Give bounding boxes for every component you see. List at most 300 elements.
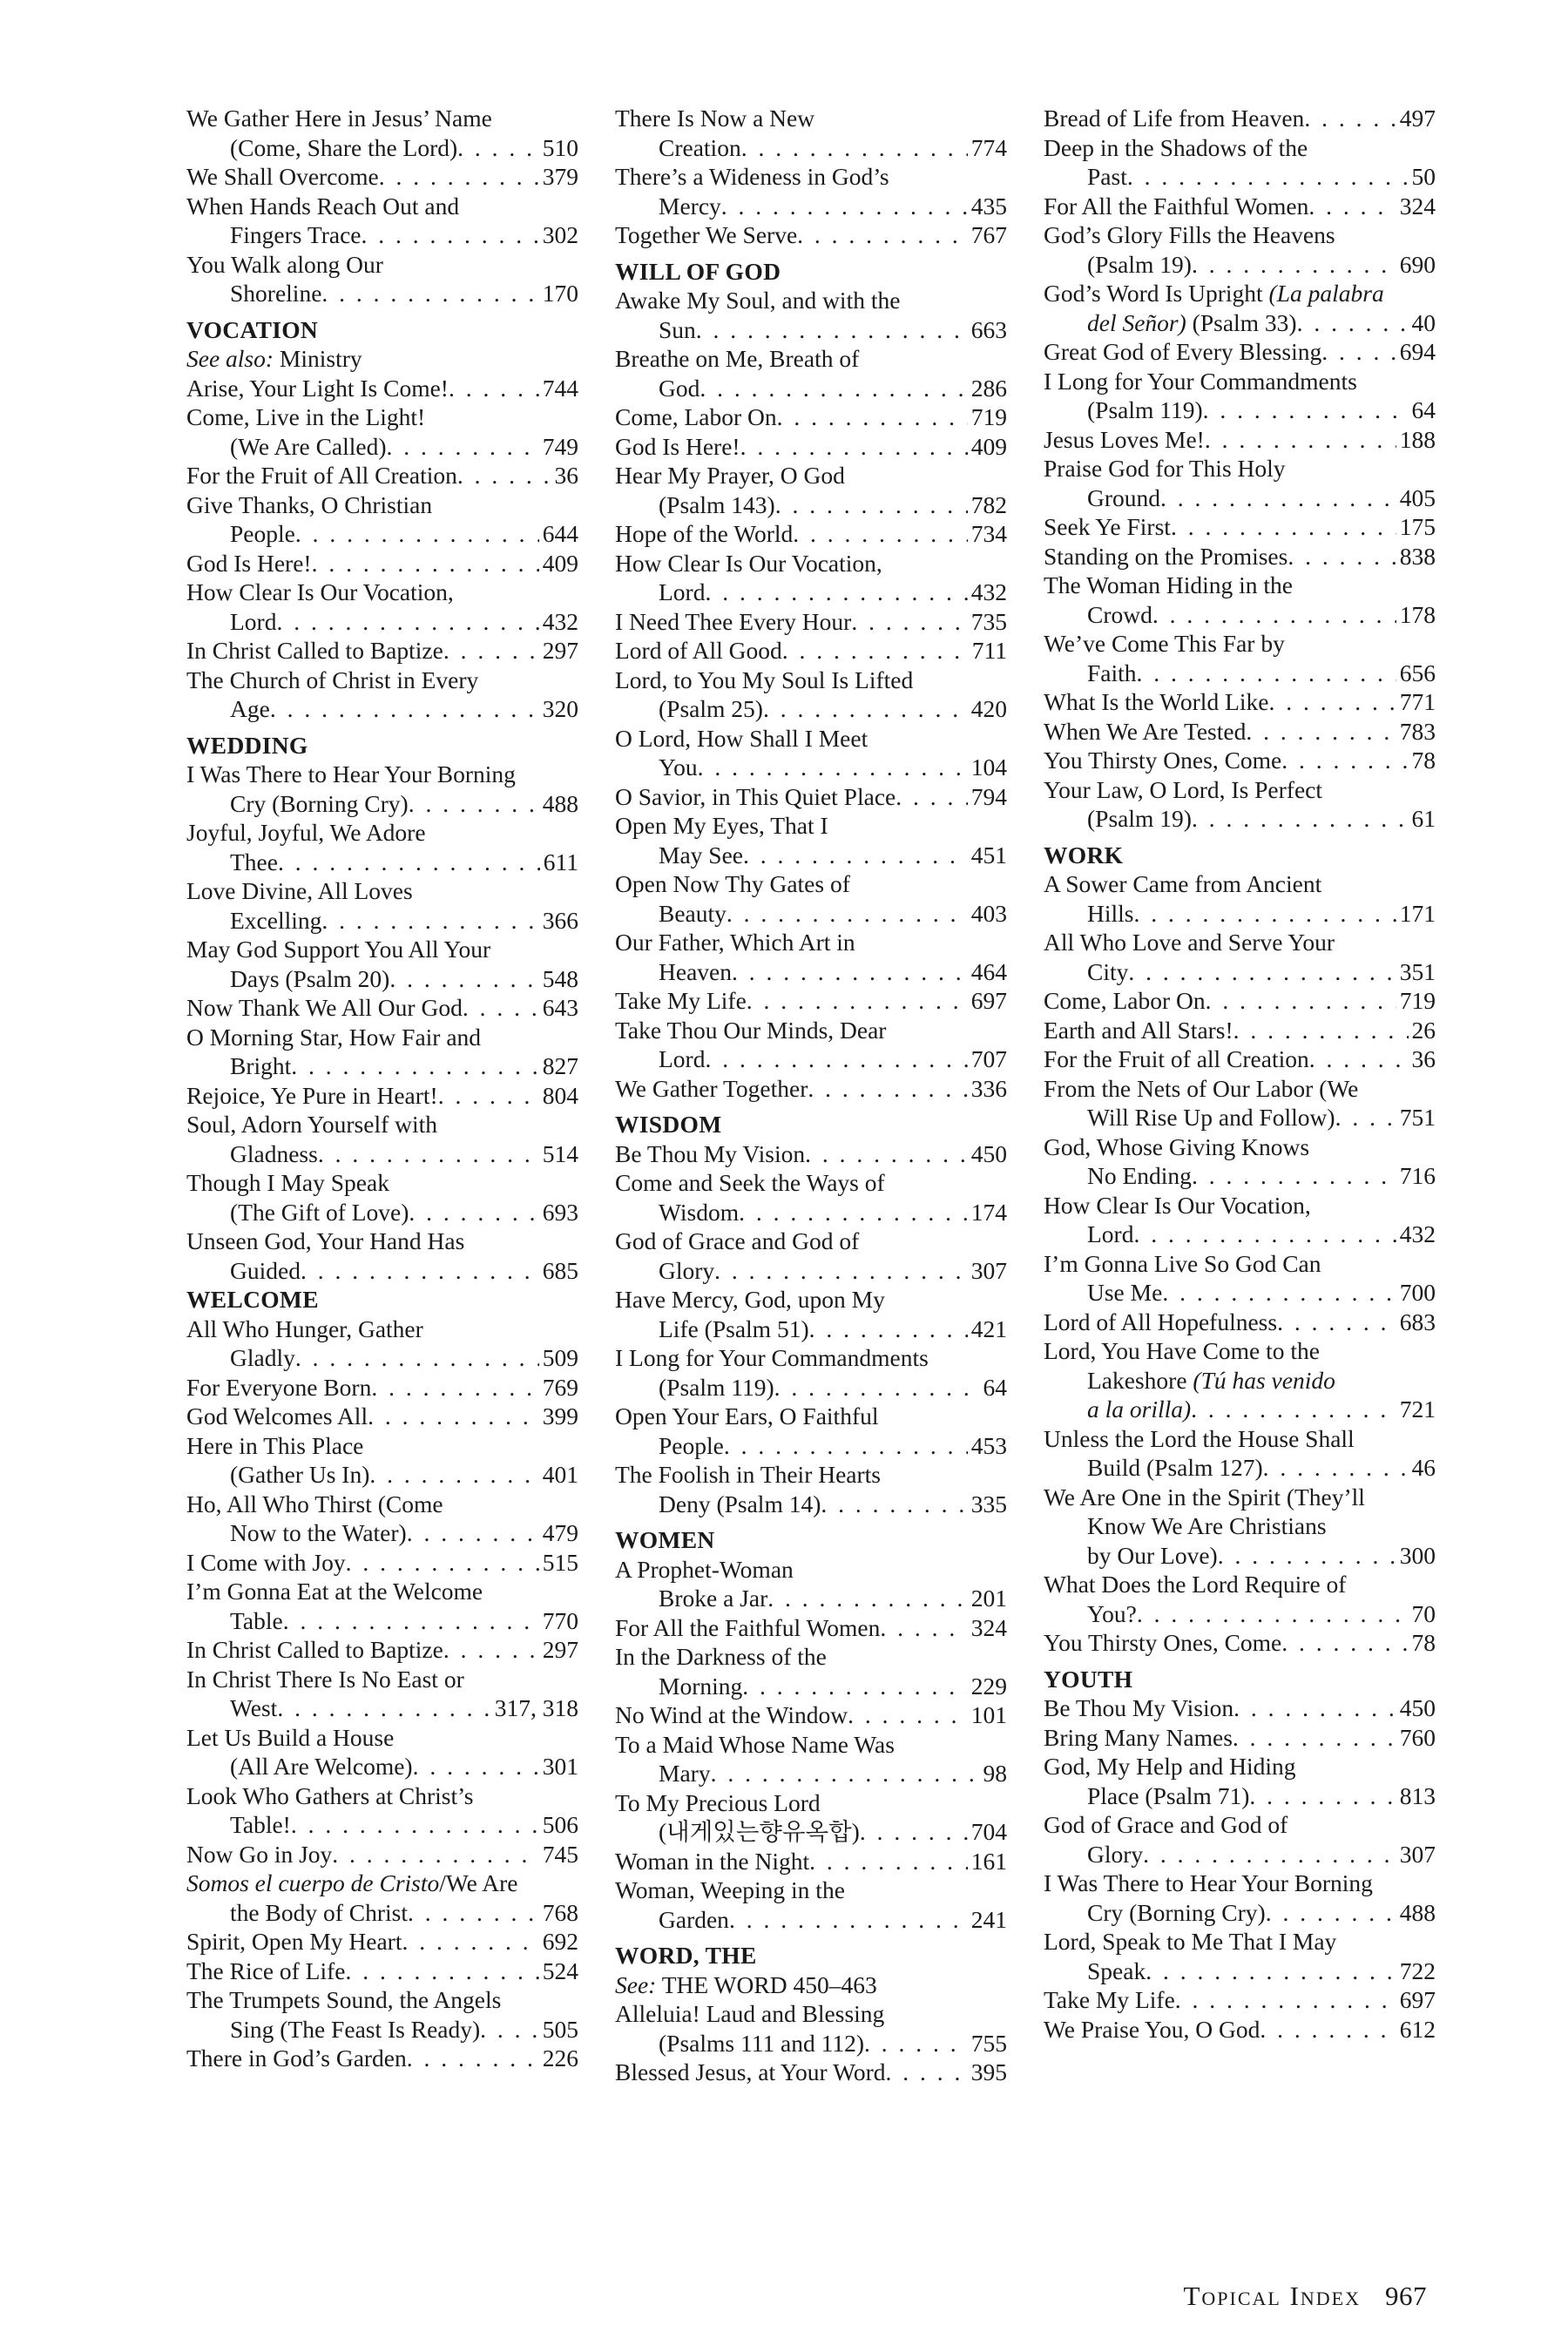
entry-title-line: The Rice of Life [186,1957,346,1984]
page-number-ref: 755 [970,2029,1007,2057]
entry-line-with-page [615,490,1007,520]
index-entry [615,402,1007,432]
entry-line-with-page [186,1051,578,1081]
entry-title-text: Take Thou Our Minds, Dear [615,1016,887,1044]
dot-leader [321,279,538,308]
index-entry [186,876,578,935]
entry-line-with-page [615,192,1007,221]
entry-title-text: To a Maid Whose Name Was [615,1730,895,1758]
dot-leader [711,1759,980,1788]
entry-line-with-page [615,899,1007,929]
entry-title-line [1044,928,1436,957]
entry-line-with-page [615,402,1007,432]
entry-title-line [186,578,578,607]
index-entry [1044,367,1436,425]
page-number-ref: 104 [970,754,1007,781]
entry-title-line: Lord [659,578,706,605]
entry-title-line [186,1023,578,1052]
entry-title-line [1044,220,1436,250]
index-entry [186,1548,578,1578]
entry-title-line: When We Are Tested [1044,717,1247,745]
page-number-ref: 548 [542,964,578,992]
index-entry [1044,1985,1436,2015]
entry-line-with-page [186,1635,578,1665]
entry-title-text: The Church of Christ in Every [186,666,479,693]
index-entry [1044,571,1436,629]
entry-title-line: Life (Psalm 51) [659,1315,809,1342]
entry-title-text: Know We Are Christians [1087,1512,1327,1539]
index-entry [186,1927,578,1957]
dot-leader [318,1139,539,1169]
dot-leader [1288,542,1396,571]
entry-line-with-page [1044,483,1436,513]
section-heading: WELCOME [186,1286,319,1313]
entry-title-line [615,162,1007,192]
entry-title-line [1044,1191,1436,1220]
entry-line-with-page [615,315,1007,345]
index-entry [1044,1483,1436,1571]
page-number-ref: 307 [970,1256,1007,1284]
entry-title-line: Rejoice, Ye Pure in Heart! [186,1081,438,1109]
section-heading: WILL OF GOD [615,257,781,285]
index-entry [615,1847,1007,1876]
entry-line-with-page [615,1672,1007,1701]
index-entry [186,1081,578,1111]
entry-line-with-page [186,964,578,994]
index-entry [1044,1132,1436,1191]
entry-title-line: (Psalm 19) [1087,805,1192,832]
entry-title-text: Breathe on Me, Breath of [615,345,860,372]
dot-leader [880,1613,967,1643]
entry-title-text: The Foolish in Their Hearts [615,1461,881,1488]
index-column-2 [615,104,1007,2087]
dot-leader [1249,1781,1396,1811]
entry-title-line: Excelling [230,906,322,934]
dot-leader [1308,192,1396,221]
entry-line-with-page [615,1905,1007,1935]
page-number-ref: 401 [542,1461,578,1488]
entry-title-line: Standing on the Promises [1044,542,1288,570]
entry-line-with-page [615,432,1007,462]
entry-title-line: Bring Many Names [1044,1723,1233,1751]
entry-title-line [1044,1810,1436,1840]
entry-title-line: City [1087,957,1129,985]
page-number-ref: 697 [1399,1986,1436,2013]
dot-leader [747,986,968,1016]
index-entry [1044,1723,1436,1753]
entry-title-line: Gladly [230,1344,295,1371]
index-entry [615,1285,1007,1343]
index-entry [1044,1074,1436,1132]
entry-title-line: People [230,520,295,547]
dot-leader [886,2058,968,2087]
section-heading: WORD, THE [615,1942,757,1969]
entry-title-line: For the Fruit of All Creation [186,462,457,489]
page-number-ref: 297 [542,637,578,664]
entry-title-text: A Sower Came from Ancient [1044,870,1322,897]
entry-line-with-page [615,636,1007,666]
page-number-ref: 435 [970,192,1007,220]
entry-line-with-page [615,1700,1007,1730]
entry-title-line: Days (Psalm 20) [230,964,390,992]
entry-line-with-page [615,133,1007,163]
entry-title-line [615,1227,1007,1256]
entry-title-line [186,876,578,906]
index-entry [615,1402,1007,1460]
dot-leader [700,374,967,403]
page-number-ref: 70 [1411,1599,1436,1627]
entry-line-with-page [1044,600,1436,630]
entry-title-text: What Does the Lord Require of [1044,1571,1347,1598]
entry-title-line: Speak [1087,1957,1146,1984]
dot-leader [696,315,968,345]
entry-line-with-page [1044,512,1436,542]
index-entry [1044,717,1436,747]
entry-title-line: Sun [659,315,696,343]
entry-title-text: Praise God for This Holy [1044,455,1286,482]
index-entry [615,1139,1007,1169]
dot-leader [1266,1898,1396,1928]
entry-title-line: You [659,754,698,781]
index-entry [186,162,578,192]
dot-leader [413,1752,539,1781]
dot-leader [1304,104,1396,133]
entry-line-with-page [1044,1453,1436,1483]
index-entry [615,344,1007,402]
entry-line-with-page [1044,425,1436,455]
index-entry [186,1635,578,1665]
entry-line-with-page [1044,1016,1436,1045]
entry-title-line: Spirit, Open My Heart [186,1928,402,1955]
index-entry [1044,1810,1436,1869]
entry-line-with-page [1044,192,1436,221]
entry-line-with-page [186,1460,578,1490]
page-number-ref: 324 [1399,192,1436,220]
index-entry [186,1315,578,1373]
index-entry [615,220,1007,250]
dot-leader [1175,1985,1396,2015]
page-number-ref: 488 [542,789,578,817]
entry-title-text: How Clear Is Our Vocation, [186,578,454,605]
entry-title-line [615,928,1007,957]
dot-leader [775,490,968,520]
page-number-ref: 719 [970,403,1007,430]
entry-title-line: God Is Here! [615,432,740,460]
see-label: See: [615,1970,657,1998]
entry-title-line [1044,1570,1436,1599]
index-entry [615,461,1007,519]
entry-title-text: In Christ There Is No East or [186,1665,464,1693]
index-entry [1044,542,1436,571]
entry-line-with-page [615,578,1007,607]
entry-title-line: God Welcomes All [186,1402,368,1429]
page-number-ref: 64 [983,1373,1007,1401]
dot-leader [283,1606,539,1636]
index-column-3 [1044,104,1436,2044]
page-number-ref: 611 [543,848,578,875]
entry-title-text: Lord, Speak to Me That I May [1044,1928,1337,1955]
entry-title-line [186,818,578,848]
page-number-ref: 506 [542,1811,578,1838]
index-entry [615,286,1007,344]
page-number-ref: 336 [970,1074,1007,1102]
page-number-ref: 827 [542,1052,578,1079]
page-number-ref: 379 [542,163,578,190]
entry-title-line [1044,1483,1436,1512]
dot-leader [346,1548,539,1578]
page-number-ref: 300 [1399,1541,1436,1569]
entry-line-with-page [615,841,1007,870]
entry-title-line: Sing (The Feast Is Ready) [230,2015,481,2043]
dot-leader [739,1198,968,1227]
dot-leader [295,1343,539,1373]
section-heading: WOMEN [615,1526,715,1553]
page-number-ref: 514 [542,1139,578,1167]
index-entry [615,724,1007,782]
entry-line-with-page [186,133,578,163]
entry-title-line [186,1110,578,1139]
entry-title-line [186,1985,578,2015]
dot-leader [1191,1395,1396,1424]
index-entry [615,928,1007,986]
entry-title-line [1044,454,1436,483]
index-entry [186,666,578,724]
index-entry [1044,1628,1436,1658]
entry-title-line: Jesus Loves Me! [1044,425,1205,453]
dot-leader [864,2029,968,2058]
entry-title-line: Past [1087,163,1127,190]
entry-title-line: People [659,1431,724,1459]
page-number-ref: 479 [542,1519,578,1546]
dot-leader [1277,1308,1396,1337]
index-entry [1044,1191,1436,1249]
page-number-ref: 36 [1411,1045,1436,1072]
dot-leader [291,1810,539,1840]
entry-title-text: Open Your Ears, O Faithful [615,1402,879,1429]
index-entry [1044,1249,1436,1308]
index-entry [1044,1424,1436,1483]
dot-leader [805,1139,968,1169]
dot-leader [409,1198,538,1227]
index-entry [615,2058,1007,2087]
entry-title-line [1044,1752,1436,1781]
entry-line-with-page [186,162,578,192]
index-entry [615,1343,1007,1402]
entry-title-text: Alleluia! Laud and Blessing [615,2000,885,2027]
dot-leader [463,993,539,1023]
page-number-ref: 399 [542,1402,578,1429]
page-number-ref: 409 [970,432,1007,460]
index-entry [1044,1927,1436,1985]
entry-title-italic: Somos el cuerpo de Cristo [186,1869,440,1896]
index-entry [615,1730,1007,1788]
entry-title-line: God Is Here! [186,549,312,577]
page-number-ref: 432 [542,607,578,635]
page-number-ref: 697 [970,987,1007,1014]
entry-title-line: the Body of Christ [230,1898,408,1926]
page-number-ref: 663 [970,315,1007,343]
dot-leader [860,1817,968,1847]
entry-title-line [615,1730,1007,1760]
entry-title-line: Be Thou My Vision [615,1139,806,1167]
page-number-ref: 774 [970,133,1007,161]
entry-line-with-page [186,848,578,877]
page-number-ref: 26 [1411,1016,1436,1044]
entry-line-with-page [615,607,1007,637]
index-entry [186,1781,578,1840]
dot-leader [291,1051,538,1081]
page-number-ref: 320 [542,695,578,722]
index-entry [615,636,1007,666]
page-number-ref: 40 [1411,308,1436,336]
entry-line-with-page [186,374,578,403]
index-entry [1044,2015,1436,2044]
entry-title-line: Use Me [1087,1279,1163,1306]
entry-title-italic: (La palabra [1268,280,1384,307]
entry-line-with-page [1044,746,1436,775]
dot-leader [698,753,968,782]
entry-title-line: Great God of Every Blessing [1044,338,1322,365]
entry-line-with-page [186,1957,578,1986]
entry-title-line: West [230,1694,278,1721]
entry-title-text: (Psalm 33) [1192,308,1297,336]
entry-line-with-page [1044,1723,1436,1753]
page-number-ref: 768 [542,1898,578,1926]
dot-leader [457,133,539,163]
page-number-ref: 749 [542,432,578,460]
page-number-ref: 771 [1399,688,1436,715]
index-entry [1044,1869,1436,1927]
dot-leader [1133,1220,1396,1249]
entry-title-text: Come and Seek the Ways of [615,1169,885,1196]
index-entry [1044,1336,1436,1424]
entry-title-line [186,402,578,432]
dot-leader [742,1672,968,1701]
dot-leader [1268,687,1396,717]
dot-leader [774,1373,980,1402]
index-entry [615,1227,1007,1285]
entry-line-with-page [1044,1220,1436,1249]
entry-line-with-page [615,220,1007,250]
entry-title-line [1044,279,1436,308]
entry-title-line: Hope of the World [615,520,794,547]
dot-leader [821,1490,967,1519]
dot-leader [1192,804,1409,834]
entry-line-with-page [1044,104,1436,133]
entry-line-with-page [1044,1840,1436,1869]
dot-leader [438,1081,539,1111]
page-number-ref: 61 [1411,805,1436,832]
entry-title-line: Guided [230,1256,301,1284]
dot-leader [480,2015,539,2044]
entry-line-with-page [1044,957,1436,987]
entry-title-line: Arise, Your Light Is Come! [186,374,449,402]
entry-title-line: by Our Love) [1087,1541,1218,1569]
dot-leader [345,1957,538,1986]
index-entry [1044,928,1436,986]
index-entry [615,1555,1007,1613]
entry-title-text: Deep in the Shadows of the [1044,133,1308,161]
entry-title-line: Age [230,695,270,722]
entry-line-with-page [186,1198,578,1227]
dot-leader [797,220,968,250]
dot-leader [407,1518,539,1548]
see-label: See also: [186,345,274,372]
entry-title-line: Gladness [230,1139,318,1167]
entry-title-line [186,1490,578,1519]
index-entry [1044,1308,1436,1337]
entry-line-with-page [186,1927,578,1957]
entry-title-line [186,1315,578,1344]
dot-leader [1206,986,1396,1016]
entry-title-text: Soul, Adorn Yourself with [186,1111,438,1138]
index-entry [615,666,1007,724]
dot-leader [729,1905,968,1935]
entry-title-text: Our Father, Which Art in [615,929,855,956]
page-number-ref: 170 [542,280,578,307]
entry-title-line: (Psalm 119) [659,1373,774,1401]
entry-title-line: May See [659,841,743,868]
entry-line-with-page [1044,1395,1436,1424]
entry-title-text: Unless the Lord the House Shall [1044,1424,1355,1452]
index-entry [186,1402,578,1431]
entry-title-line: We Gather Together [615,1074,808,1102]
entry-line-with-page [1044,162,1436,192]
dot-leader [276,607,538,637]
entry-title-text: There Is Now a New [615,105,815,132]
entry-title-text: You Walk along Our [186,250,383,278]
entry-title-line: Cry (Borning Cry) [230,789,409,817]
page-number-ref: 297 [542,1636,578,1663]
dot-leader [851,607,967,637]
entry-title-line: We Shall Overcome [186,163,379,190]
index-entry [186,1577,578,1635]
entry-title-line [1044,1869,1436,1898]
entry-title-line [1044,1366,1436,1396]
dot-leader [896,782,968,812]
dot-leader [721,192,968,221]
see-target: THE WORD 450–463 [661,1970,877,1998]
entry-title-line: For All the Faithful Women [1044,192,1309,220]
page-number-ref: 46 [1411,1454,1436,1481]
index-entry [615,1613,1007,1643]
page-number-ref: 524 [542,1957,578,1984]
entry-title-line [186,935,578,964]
entry-title-text: To My Precious Lord [615,1788,821,1816]
entry-title-line: In Christ Called to Baptize [186,1636,443,1663]
entry-title-line: No Wind at the Window [615,1701,848,1728]
entry-title-line: Place (Psalm 71) [1087,1781,1250,1809]
entry-title-line: Now Go in Joy [186,1840,333,1868]
index-entry [1044,512,1436,542]
page-number-ref: 694 [1399,338,1436,365]
entry-title-line: Broke a Jar [659,1585,768,1612]
dot-leader [809,1847,968,1876]
entry-line-with-page [186,694,578,724]
entry-title-italic: a la orilla) [1087,1396,1192,1423]
entry-title-line [615,1555,1007,1585]
entry-line-with-page [186,220,578,250]
entry-line-with-page [1044,308,1436,338]
page-number-ref: 432 [1399,1220,1436,1247]
entry-title-line [186,104,578,133]
entry-title-line [615,549,1007,578]
page-number-ref: 301 [542,1753,578,1780]
index-entry [615,1016,1007,1074]
entry-title-line: Lord of All Hopefulness [1044,1308,1278,1335]
entry-title-line [1044,1132,1436,1162]
page-number-ref: 656 [1399,659,1436,686]
